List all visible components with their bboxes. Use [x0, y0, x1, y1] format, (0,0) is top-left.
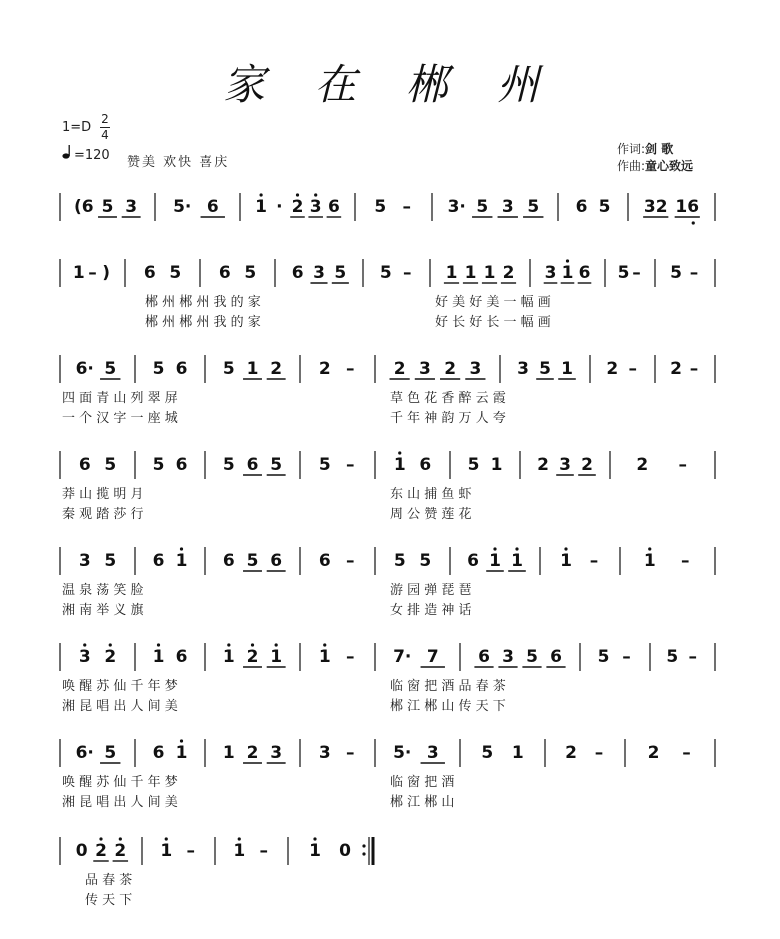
note: 2 [537, 455, 549, 475]
lyricist-label: 作词: [617, 142, 646, 156]
high-octave-dot [314, 193, 317, 196]
note: 2 [647, 743, 660, 763]
note: 3 [418, 359, 431, 379]
note: 6 [152, 743, 165, 763]
note: 5 [527, 197, 540, 217]
note: 5 [104, 359, 117, 379]
note: 5 [393, 551, 406, 571]
dash-extension: – [403, 263, 412, 283]
lyric-line: 秦 观 踏 莎 行 [62, 507, 144, 522]
lyric-line: 湘 昆 唱 出 人 间 美 [62, 795, 178, 810]
high-octave-dot [296, 193, 299, 196]
note: 5 [152, 359, 165, 379]
dash-extension: – [346, 359, 355, 379]
note: 6 [175, 647, 188, 667]
dash-extension: – [689, 359, 699, 379]
repeat-dot [362, 844, 365, 847]
note: 5 [374, 197, 387, 217]
dash-extension: – [346, 647, 355, 667]
composer-label: 作曲: [617, 159, 646, 173]
lyric-line: 郴 州 郴 州 我 的 家 [145, 295, 261, 310]
note: 6 [419, 455, 432, 475]
note: 3 [559, 455, 571, 475]
lyric-line: 千 年 神 韵 万 人 夸 [390, 411, 506, 426]
dash-extension: – [346, 455, 355, 475]
note: 5 [222, 359, 235, 379]
high-octave-dot [119, 837, 122, 840]
note: 7 [426, 647, 439, 667]
lyric-line: 传 天 下 [85, 893, 133, 908]
note: 1 [483, 263, 496, 283]
note: 5 [152, 455, 165, 475]
note: 5 [597, 647, 610, 667]
lyric-line: 临 窗 把 酒 [390, 775, 455, 790]
lyric-line: 一 个 汉 字 一 座 城 [62, 411, 178, 426]
note: 1 [309, 841, 321, 861]
note: 5 [598, 197, 611, 217]
note: 5 [481, 743, 494, 763]
note: 32 [643, 197, 668, 217]
note: 6 [175, 359, 188, 379]
high-octave-dot [564, 547, 567, 550]
note: · [276, 197, 283, 217]
note: 1 [233, 841, 246, 861]
lyric-line: 女 排 造 神 话 [390, 603, 472, 618]
note: 2 [104, 647, 117, 667]
note: 3 [426, 743, 439, 763]
note: 6 [318, 551, 331, 571]
note: 2 [270, 359, 283, 379]
note: 1 [561, 263, 574, 283]
note: 1 [222, 743, 235, 763]
note: 6 [291, 263, 304, 283]
note: 2 [95, 841, 107, 861]
note: 5 [104, 455, 117, 475]
note: 5 [101, 197, 114, 217]
note: 6 [218, 263, 231, 283]
note: 2 [246, 647, 259, 667]
note: ) [102, 263, 111, 283]
note: 5 [666, 647, 679, 667]
note: 6 [578, 263, 591, 283]
note: 2 [246, 743, 259, 763]
high-octave-dot [227, 643, 230, 646]
mood-marking: 赞美 欢快 喜庆 [127, 155, 230, 170]
note: 6 [467, 551, 479, 571]
lyric-line: 好 长 好 长 一 幅 画 [435, 315, 551, 330]
time-signature-top: 2 [101, 112, 109, 126]
note: 3 [502, 647, 514, 667]
note: 5 [539, 359, 551, 379]
dash-extension: – [681, 551, 690, 571]
note: 1 [152, 647, 165, 667]
note: 6 [206, 197, 219, 217]
note: 1 [464, 263, 477, 283]
note: 2 [291, 197, 304, 217]
lyric-line: 莽 山 揽 明 月 [62, 487, 144, 502]
dash-extension: – [688, 647, 697, 667]
high-octave-dot [109, 643, 112, 646]
lyric-line: 周 公 赞 莲 花 [390, 507, 472, 522]
high-octave-dot [157, 643, 160, 646]
high-octave-dot [83, 643, 86, 646]
note: 3· [447, 197, 466, 217]
note: 3 [318, 743, 331, 763]
note: 5 [476, 197, 489, 217]
note: 5 [670, 263, 682, 283]
dash-extension: – [88, 263, 97, 283]
note: 0 [339, 841, 351, 861]
note: 3 [270, 743, 283, 763]
lyric-line: 品 春 茶 [85, 873, 133, 888]
note: 1 [255, 197, 268, 217]
note: 5 [617, 263, 630, 283]
note: 3 [517, 359, 529, 379]
note: 1 [643, 551, 656, 571]
dash-extension: – [402, 197, 411, 217]
tempo-marking: =120 [74, 148, 110, 163]
lyric-line: 郴 州 郴 州 我 的 家 [145, 315, 261, 330]
lyric-line: 郴 江 郴 山 传 天 下 [390, 699, 506, 714]
note: 2 [444, 359, 457, 379]
high-octave-dot [238, 837, 241, 840]
note: 6 [175, 455, 188, 475]
composer-name: 童心致远 [645, 159, 694, 173]
note: 2 [636, 455, 649, 475]
note: 0 [75, 841, 88, 861]
note: 6 [246, 455, 259, 475]
note: 2 [565, 743, 577, 763]
note: 6 [327, 197, 340, 217]
note: 16 [675, 197, 700, 217]
dash-extension: – [632, 263, 641, 283]
high-octave-dot [515, 547, 518, 550]
key-signature: 1=D [62, 120, 92, 135]
dash-extension: – [346, 743, 355, 763]
note: 1 [561, 359, 573, 379]
note: 5 [246, 551, 259, 571]
note: 1 [318, 647, 331, 667]
low-octave-dot [692, 221, 695, 224]
note: 5 [104, 551, 117, 571]
high-octave-dot [251, 643, 254, 646]
note: 2 [670, 359, 682, 379]
note: 3 [501, 197, 514, 217]
note: 6 [143, 263, 156, 283]
note: 1 [222, 647, 235, 667]
lyric-line: 临 窗 把 酒 品 春 茶 [390, 679, 506, 694]
note: 2 [318, 359, 331, 379]
lyric-line: 游 园 弹 琵 琶 [390, 583, 472, 598]
note: 6· [75, 359, 94, 379]
note: 6 [478, 647, 490, 667]
lyricist-name: 剑 歌 [645, 142, 674, 156]
note: 5 [526, 647, 538, 667]
dash-extension: – [346, 551, 355, 571]
note: 5 [270, 455, 283, 475]
note: 1 [175, 743, 188, 763]
dash-extension: – [594, 743, 604, 763]
note: 6 [575, 197, 588, 217]
note: (6 [74, 197, 94, 217]
dash-extension: – [259, 841, 268, 861]
note: 3 [125, 197, 138, 217]
dash-extension: – [622, 647, 631, 667]
note: 2 [393, 359, 406, 379]
high-octave-dot [313, 837, 316, 840]
note: 5 [334, 263, 347, 283]
dash-extension: – [678, 455, 687, 475]
note: 1 [393, 455, 406, 475]
note: 2 [502, 263, 515, 283]
lyric-line: 温 泉 荡 笑 脸 [62, 583, 144, 598]
note: 5 [419, 551, 432, 571]
note: 5· [173, 197, 192, 217]
note: 5 [169, 263, 182, 283]
high-octave-dot [493, 547, 496, 550]
lyric-line: 好 美 好 美 一 幅 画 [435, 295, 551, 310]
high-octave-dot [180, 739, 183, 742]
lyric-line: 草 色 花 香 醉 云 霞 [390, 391, 506, 406]
lyric-line: 湘 昆 唱 出 人 间 美 [62, 699, 178, 714]
note: 1 [246, 359, 259, 379]
high-octave-dot [180, 547, 183, 550]
repeat-dot [362, 852, 365, 855]
note: 5 [244, 263, 257, 283]
note: 3 [544, 263, 557, 283]
high-octave-dot [260, 193, 263, 196]
note: 7· [393, 647, 412, 667]
note: 6· [75, 743, 94, 763]
note: 1 [72, 263, 85, 283]
note: 5 [467, 455, 480, 475]
note: 1 [560, 551, 572, 571]
high-octave-dot [165, 837, 168, 840]
high-octave-dot [648, 547, 651, 550]
note: 6 [270, 551, 283, 571]
note: 6 [78, 455, 91, 475]
note: 5 [222, 455, 235, 475]
note: 5 [318, 455, 331, 475]
note: 1 [511, 551, 523, 571]
lyric-line: 四 面 青 山 列 翠 屏 [62, 391, 178, 406]
note: 6 [152, 551, 165, 571]
note: 1 [490, 455, 503, 475]
time-signature-bottom: 4 [101, 128, 109, 142]
high-octave-dot [275, 643, 278, 646]
high-octave-dot [566, 259, 569, 262]
lyric-line: 东 山 捕 鱼 虾 [390, 487, 472, 502]
lyric-line: 唤 醒 苏 仙 千 年 梦 [62, 679, 178, 694]
note: 1 [175, 551, 188, 571]
dash-extension: – [589, 551, 599, 571]
note: 1 [489, 551, 501, 571]
note: 1 [160, 841, 173, 861]
note: 1 [445, 263, 458, 283]
dash-extension: – [689, 263, 699, 283]
dash-extension: – [186, 841, 195, 861]
lyric-line: 湘 南 举 义 旗 [62, 603, 144, 618]
note: 2 [114, 841, 127, 861]
high-octave-dot [99, 837, 102, 840]
note: 1 [270, 647, 283, 667]
note: 5· [393, 743, 412, 763]
note: 2 [606, 359, 619, 379]
note: 3 [309, 197, 322, 217]
note: 3 [78, 647, 91, 667]
note: 1 [511, 743, 524, 763]
note: 6 [222, 551, 235, 571]
dash-extension: – [682, 743, 691, 763]
dash-extension: – [628, 359, 637, 379]
high-octave-dot [323, 643, 326, 646]
song-title: 家 在 郴 州 [222, 60, 558, 109]
lyric-line: 郴 江 郴 山 [390, 795, 455, 810]
high-octave-dot [398, 451, 401, 454]
note: 6 [550, 647, 562, 667]
lyric-line: 唤 醒 苏 仙 千 年 梦 [62, 775, 178, 790]
note: 3 [78, 551, 91, 571]
note: 5 [379, 263, 392, 283]
note: 3 [469, 359, 482, 379]
note: 3 [313, 263, 325, 283]
note: 5 [104, 743, 117, 763]
note: 2 [581, 455, 593, 475]
